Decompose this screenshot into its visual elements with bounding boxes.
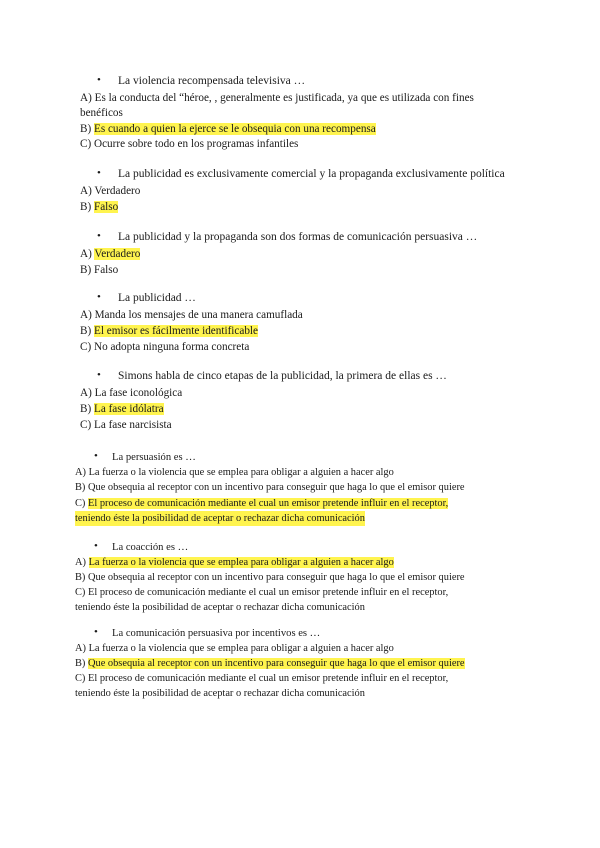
option-c-continuation: teniendo éste la posibilidad de aceptar o rechazar dicha comunicación (75, 602, 365, 613)
option-b-correct: B) Que obsequia al receptor con un incentivo para conseguir que haga lo que el emisor quiere (75, 658, 465, 669)
question-text: La publicidad es exclusivamente comercial y la propaganda exclusivamente política (118, 168, 505, 180)
question-text: La coacción es … (112, 542, 189, 553)
bullet: • (94, 450, 98, 462)
bullet: • (97, 369, 101, 381)
question-text: Simons habla de cinco etapas de la publicidad, la primera de ellas es … (118, 370, 447, 382)
option-c: C) El proceso de comunicación mediante el cual un emisor pretende influir en el receptor, (75, 587, 449, 598)
option-a: A) La fuerza o la violencia que se emplea para obligar a alguien a hacer algo (75, 643, 394, 654)
option-c-continuation: teniendo éste la posibilidad de aceptar o rechazar dicha comunicación (75, 688, 365, 699)
option-a-continuation: benéficos (80, 107, 123, 119)
answer-highlight: La fuerza o la violencia que se emplea para obligar a alguien a hacer algo (88, 557, 394, 568)
question-text: La persuasión es … (112, 452, 196, 463)
option-b-correct: B) Es cuando a quien la ejerce se le obsequia con una recompensa (80, 123, 376, 135)
option-b: B) Que obsequia al receptor con un incentivo para conseguir que haga lo que el emisor quiere (75, 482, 465, 493)
option-b: B) Que obsequia al receptor con un incentivo para conseguir que haga lo que el emisor quiere (75, 572, 465, 583)
option-b-correct: B) Falso (80, 201, 119, 213)
option-c: C) El proceso de comunicación mediante el cual un emisor pretende influir en el receptor, (75, 673, 449, 684)
answer-highlight: El emisor es fácilmente identificable (93, 325, 259, 337)
bullet: • (97, 74, 101, 86)
option-b: B) Falso (80, 264, 119, 276)
option-a: A) La fuerza o la violencia que se emplea para obligar a alguien a hacer algo (75, 467, 394, 478)
bullet: • (97, 291, 101, 303)
option-a-correct: A) La fuerza o la violencia que se emplea para obligar a alguien a hacer algo (75, 557, 394, 568)
answer-highlight: Que obsequia al receptor con un incentivo para conseguir que haga lo que el emisor quiere (88, 658, 465, 669)
option-a-correct: A) Verdadero (80, 248, 141, 260)
option-a: A) Verdadero (80, 185, 141, 197)
option-a: A) La fase iconológica (80, 387, 183, 399)
question-text: La violencia recompensada televisiva … (118, 75, 306, 87)
bullet: • (94, 626, 98, 638)
bullet: • (97, 230, 101, 242)
answer-highlight: La fase idólatra (93, 403, 164, 415)
option-c: C) La fase narcisista (80, 419, 172, 431)
bullet: • (97, 167, 101, 179)
answer-highlight: El proceso de comunicación mediante el cual un emisor pretende influir en el receptor, (88, 498, 449, 509)
option-c: C) Ocurre sobre todo en los programas infantiles (80, 138, 299, 150)
answer-highlight: Es cuando a quien la ejerce se le obsequia con una recompensa (93, 123, 376, 135)
answer-highlight: Verdadero (94, 248, 141, 260)
option-b-correct: B) El emisor es fácilmente identificable (80, 325, 259, 337)
option-c: C) No adopta ninguna forma concreta (80, 341, 250, 353)
question-text: La publicidad … (118, 292, 196, 304)
answer-highlight: Falso (93, 201, 119, 213)
option-a: A) Es la conducta del “héroe, , generalmente es justificada, ya que es utilizada con fines (80, 92, 474, 104)
question-text: La publicidad y la propaganda son dos formas de comunicación persuasiva … (118, 231, 478, 243)
bullet: • (94, 540, 98, 552)
option-a: A) Manda los mensajes de una manera camuflada (80, 309, 303, 321)
option-c-continuation: teniendo éste la posibilidad de aceptar o rechazar dicha comunicación (75, 513, 365, 524)
option-c-correct: C) El proceso de comunicación mediante el cual un emisor pretende influir en el receptor, (75, 498, 449, 509)
question-text: La comunicación persuasiva por incentivos es … (112, 628, 321, 639)
option-b-correct: B) La fase idólatra (80, 403, 164, 415)
